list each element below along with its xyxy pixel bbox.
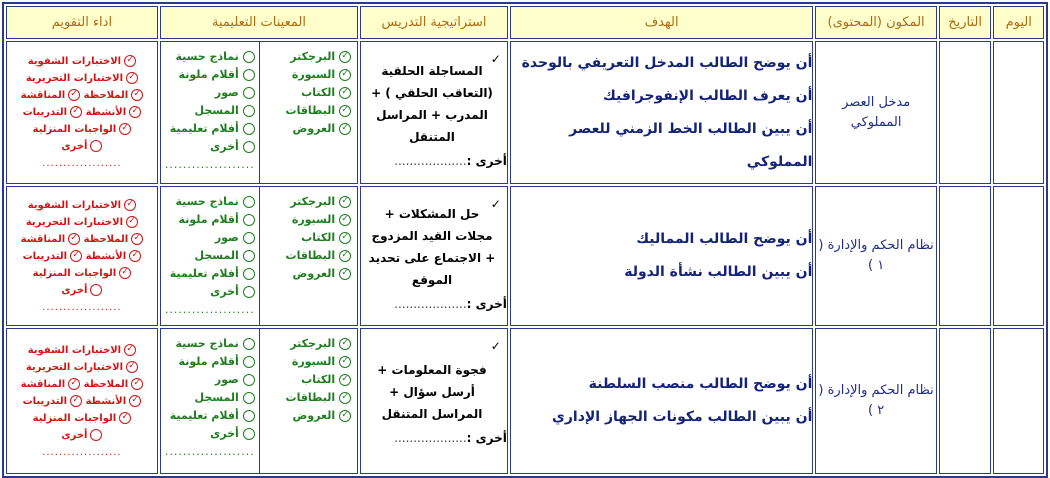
evaluation-label: الأنشطة xyxy=(85,250,127,262)
material-item xyxy=(165,102,255,120)
evaluation-line xyxy=(7,70,157,87)
material-label: أخرى xyxy=(210,140,239,153)
other-dots: ................... xyxy=(394,153,467,168)
empty-circle-icon[interactable] xyxy=(243,374,255,386)
material-label: العروض xyxy=(292,409,336,422)
checked-circle-icon[interactable]: ✓ xyxy=(339,392,351,404)
materials-col-a xyxy=(260,329,357,473)
empty-circle-icon[interactable] xyxy=(243,268,255,280)
materials-col-b xyxy=(161,187,260,325)
evaluation-label: التدريبات xyxy=(22,395,68,407)
day-cell xyxy=(993,41,1044,184)
material-item xyxy=(264,247,351,265)
evaluation-label: التدريبات xyxy=(22,107,68,118)
table-row xyxy=(6,328,1044,474)
empty-circle-icon[interactable] xyxy=(90,140,102,152)
empty-circle-icon[interactable] xyxy=(243,87,255,99)
goal-line: أن يبين الطالب نشأة الدولة xyxy=(624,264,813,280)
table-row xyxy=(6,41,1044,184)
material-label: السبورة xyxy=(291,355,336,368)
materials-dots: .................... xyxy=(164,303,255,316)
material-label: المسجل xyxy=(194,391,239,404)
evaluation-dots: ................... xyxy=(42,158,122,169)
material-item xyxy=(264,407,351,425)
material-item xyxy=(165,371,255,389)
material-item xyxy=(165,84,255,102)
material-label: البرجكتر xyxy=(290,195,336,208)
evaluation-line xyxy=(7,265,157,282)
checked-circle-icon[interactable]: ✓ xyxy=(131,233,143,245)
material-item xyxy=(165,120,255,138)
material-label: صور xyxy=(214,373,239,386)
checked-circle-icon[interactable]: ✓ xyxy=(339,268,351,280)
checked-circle-icon[interactable]: ✓ xyxy=(339,410,351,422)
checked-circle-icon[interactable]: ✓ xyxy=(119,412,131,424)
check-icon: ✓ xyxy=(490,197,501,211)
material-label: البرجكتر xyxy=(290,337,336,350)
material-item xyxy=(165,138,255,156)
material-item xyxy=(165,389,255,407)
evaluation-line xyxy=(7,427,157,444)
materials-col-a xyxy=(260,42,357,183)
materials-cell xyxy=(160,186,358,326)
empty-circle-icon[interactable] xyxy=(243,69,255,81)
materials-wrap xyxy=(161,42,357,183)
evaluation-label: الاختبارات التحريرية xyxy=(25,73,124,84)
materials-cell xyxy=(160,328,358,474)
material-item xyxy=(165,211,255,229)
checked-circle-icon[interactable]: ✓ xyxy=(339,51,351,63)
material-label: السبورة xyxy=(291,213,336,226)
checked-circle-icon[interactable]: ✓ xyxy=(68,89,80,101)
header-strategy: استراتيجية التدريس xyxy=(360,6,508,39)
materials-dots: .................... xyxy=(164,158,255,171)
other-label: أخرى : xyxy=(466,431,507,445)
material-label: أفلام تعليمية xyxy=(169,267,239,280)
material-item xyxy=(264,193,351,211)
material-label: البرجكتر xyxy=(290,50,336,63)
header-materials: المعينات التعليمية xyxy=(160,6,358,39)
checked-circle-icon[interactable]: ✓ xyxy=(70,250,82,262)
material-item xyxy=(165,66,255,84)
evaluation-line xyxy=(7,214,157,231)
checked-circle-icon[interactable]: ✓ xyxy=(131,89,143,101)
evaluation-line xyxy=(7,282,157,299)
evaluation-line xyxy=(7,248,157,265)
checked-circle-icon[interactable]: ✓ xyxy=(129,395,141,407)
material-item xyxy=(264,353,351,371)
material-label: السبورة xyxy=(291,68,336,81)
empty-circle-icon[interactable] xyxy=(90,429,102,441)
evaluation-line xyxy=(7,87,157,104)
strategy-cell xyxy=(360,41,508,184)
checked-circle-icon[interactable]: ✓ xyxy=(68,233,80,245)
goal-cell xyxy=(510,41,814,184)
checked-circle-icon[interactable]: ✓ xyxy=(339,374,351,386)
evaluation-label: الملاحظة xyxy=(83,233,129,245)
goal-cell xyxy=(510,328,814,474)
checked-circle-icon[interactable]: ✓ xyxy=(119,123,131,135)
goal-line: أن يبين الطالب مكونات الجهاز الإداري xyxy=(552,409,813,425)
strategy-other xyxy=(361,427,507,449)
material-item xyxy=(165,48,255,66)
material-label: المسجل xyxy=(194,104,239,117)
evaluation-line xyxy=(7,342,157,359)
header-day: اليوم xyxy=(993,6,1044,39)
material-label: نماذج حسية xyxy=(175,195,239,208)
checked-circle-icon[interactable]: ✓ xyxy=(126,361,138,373)
evaluation-label: المناقشة xyxy=(20,90,66,101)
empty-circle-icon[interactable] xyxy=(243,141,255,153)
evaluation-label: المناقشة xyxy=(20,233,66,245)
material-label: صور xyxy=(214,231,239,244)
strategy-cell xyxy=(360,186,508,326)
material-item xyxy=(165,193,255,211)
lesson-plan-table xyxy=(2,2,1048,478)
material-label: نماذج حسية xyxy=(175,50,239,63)
materials-wrap xyxy=(161,187,357,325)
checked-circle-icon[interactable]: ✓ xyxy=(70,395,82,407)
check-icon: ✓ xyxy=(490,52,501,66)
check-icon: ✓ xyxy=(490,339,501,353)
evaluation-line xyxy=(7,231,157,248)
empty-circle-icon[interactable] xyxy=(243,410,255,422)
evaluation-line xyxy=(7,138,157,155)
strategy-other xyxy=(361,293,507,315)
materials-wrap xyxy=(161,329,357,473)
evaluation-line xyxy=(7,376,157,393)
evaluation-line xyxy=(7,121,157,138)
empty-circle-icon[interactable] xyxy=(243,51,255,63)
checked-circle-icon[interactable]: ✓ xyxy=(119,267,131,279)
table-row xyxy=(6,186,1044,326)
material-label: الكتاب xyxy=(301,373,336,386)
empty-circle-icon[interactable] xyxy=(243,232,255,244)
evaluation-label: أخرى xyxy=(61,284,88,296)
evaluation-line xyxy=(7,197,157,214)
checked-circle-icon[interactable]: ✓ xyxy=(339,196,351,208)
empty-circle-icon[interactable] xyxy=(243,250,255,262)
evaluation-cell xyxy=(6,328,158,474)
material-label: البطاقات xyxy=(285,104,336,117)
materials-col-b xyxy=(161,42,260,183)
component-text: نظام الحكم والإدارة ( ١ ) xyxy=(818,238,934,273)
empty-circle-icon[interactable] xyxy=(243,392,255,404)
other-dots: ................... xyxy=(394,431,467,445)
date-cell xyxy=(939,41,992,184)
checked-circle-icon[interactable]: ✓ xyxy=(339,232,351,244)
strategy-text: المساجلة الحلقية (التعاقب الحلقي ) + المدرب + المراسل المتنقل xyxy=(371,63,493,144)
material-label: أخرى xyxy=(210,427,239,440)
material-item xyxy=(264,335,351,353)
material-label: أفلام تعليمية xyxy=(169,409,239,422)
evaluation-label: الاختبارات الشفوية xyxy=(27,199,122,211)
material-item xyxy=(264,211,351,229)
material-item xyxy=(264,265,351,283)
evaluation-label: الاختبارات التحريرية xyxy=(25,216,124,228)
material-label: أخرى xyxy=(210,285,239,298)
evaluation-line xyxy=(7,410,157,427)
materials-col-b xyxy=(161,329,260,473)
material-item xyxy=(165,283,255,301)
material-item xyxy=(264,371,351,389)
material-label: البطاقات xyxy=(285,391,336,404)
evaluation-label: الأنشطة xyxy=(85,395,127,407)
strategy-text: حل المشكلات + مجلات القيد المزدوج + الاجتماع على تحديد الموقع xyxy=(368,207,496,287)
goal-line: أن يوضح الطالب منصب السلطنة xyxy=(588,376,813,392)
material-item xyxy=(165,425,255,443)
material-label: العروض xyxy=(292,267,336,280)
evaluation-label: الاختبارات الشفوية xyxy=(27,344,122,356)
material-item xyxy=(264,102,351,120)
strategy-other xyxy=(361,150,507,172)
material-item xyxy=(165,353,255,371)
evaluation-label: المناقشة xyxy=(20,378,66,390)
evaluation-label: التدريبات xyxy=(22,250,68,262)
evaluation-line xyxy=(7,393,157,410)
material-item xyxy=(165,335,255,353)
checked-circle-icon[interactable]: ✓ xyxy=(129,250,141,262)
evaluation-label: أخرى xyxy=(61,429,88,441)
materials-dots: .................... xyxy=(164,445,255,458)
empty-circle-icon[interactable] xyxy=(243,105,255,117)
checked-circle-icon[interactable]: ✓ xyxy=(129,106,141,118)
evaluation-dots: ................... xyxy=(42,301,122,313)
component-text: مدخل العصر المملوكي xyxy=(842,94,911,130)
evaluation-label: الاختبارات التحريرية xyxy=(25,361,124,373)
evaluation-label: الواجبات المنزلية xyxy=(32,412,117,424)
evaluation-cell xyxy=(6,41,158,184)
evaluation-line xyxy=(7,359,157,376)
checked-circle-icon[interactable]: ✓ xyxy=(131,378,143,390)
evaluation-label: الواجبات المنزلية xyxy=(32,124,117,135)
component-cell xyxy=(815,186,936,326)
material-label: أقلام ملونة xyxy=(178,68,239,81)
evaluation-label: أخرى xyxy=(61,141,88,152)
goal-line: أن يوضح الطالب المدخل التعريفي بالوحدة xyxy=(521,54,813,71)
header-goal: الهدف xyxy=(510,6,814,39)
material-item xyxy=(264,229,351,247)
material-item xyxy=(165,229,255,247)
day-cell xyxy=(993,186,1044,326)
checked-circle-icon[interactable]: ✓ xyxy=(124,55,136,67)
materials-cell xyxy=(160,41,358,184)
header-component: المكون (المحتوى) xyxy=(815,6,936,39)
material-label: أقلام ملونة xyxy=(178,213,239,226)
checked-circle-icon[interactable]: ✓ xyxy=(339,87,351,99)
header-row xyxy=(6,6,1044,39)
checked-circle-icon[interactable]: ✓ xyxy=(339,123,351,135)
empty-circle-icon[interactable] xyxy=(243,123,255,135)
material-label: أفلام تعليمية xyxy=(169,122,239,135)
checked-circle-icon[interactable]: ✓ xyxy=(339,250,351,262)
empty-circle-icon[interactable] xyxy=(243,338,255,350)
material-item xyxy=(165,265,255,283)
material-label: المسجل xyxy=(194,249,239,262)
header-evaluation: اداء التقويم xyxy=(6,6,158,39)
checked-circle-icon[interactable]: ✓ xyxy=(126,216,138,228)
date-cell xyxy=(939,186,992,326)
material-item xyxy=(264,389,351,407)
strategy-text: فجوة المعلومات + أرسل سؤال + المراسل المتنقل xyxy=(377,363,487,421)
other-label: أخرى : xyxy=(466,153,507,168)
goal-line: أن يوضح الطالب المماليك xyxy=(636,231,813,247)
material-item xyxy=(264,120,351,138)
checked-circle-icon[interactable]: ✓ xyxy=(70,106,82,118)
checked-circle-icon[interactable]: ✓ xyxy=(126,72,138,84)
evaluation-dots: ................... xyxy=(42,446,122,458)
evaluation-line xyxy=(7,53,157,70)
checked-circle-icon[interactable]: ✓ xyxy=(124,199,136,211)
material-label: الكتاب xyxy=(301,86,336,99)
checked-circle-icon[interactable]: ✓ xyxy=(339,105,351,117)
empty-circle-icon[interactable] xyxy=(243,428,255,440)
date-cell xyxy=(939,328,992,474)
checked-circle-icon[interactable]: ✓ xyxy=(68,378,80,390)
materials-col-a xyxy=(260,187,357,325)
checked-circle-icon[interactable]: ✓ xyxy=(339,69,351,81)
evaluation-line xyxy=(7,104,157,121)
evaluation-label: الملاحظة xyxy=(83,378,129,390)
empty-circle-icon[interactable] xyxy=(243,286,255,298)
component-text: نظام الحكم والإدارة ( ٢ ) xyxy=(818,383,934,418)
material-item xyxy=(264,84,351,102)
empty-circle-icon[interactable] xyxy=(243,214,255,226)
material-label: البطاقات xyxy=(285,249,336,262)
empty-circle-icon[interactable] xyxy=(243,196,255,208)
evaluation-label: الأنشطة xyxy=(85,107,127,118)
material-label: العروض xyxy=(292,122,336,135)
checked-circle-icon[interactable]: ✓ xyxy=(339,356,351,368)
material-item xyxy=(264,66,351,84)
material-label: نماذج حسية xyxy=(175,337,239,350)
header-date: التاريخ xyxy=(939,6,992,39)
checked-circle-icon[interactable]: ✓ xyxy=(124,344,136,356)
evaluation-cell xyxy=(6,186,158,326)
material-item xyxy=(165,407,255,425)
evaluation-label: الاختبارات الشفوية xyxy=(27,56,122,67)
other-dots: ................... xyxy=(394,297,467,311)
goal-line: أن يبين الطالب الخط الزمني للعصر المملوكي xyxy=(569,120,813,170)
checked-circle-icon[interactable]: ✓ xyxy=(339,214,351,226)
material-label: الكتاب xyxy=(301,231,336,244)
evaluation-label: الواجبات المنزلية xyxy=(32,267,117,279)
component-cell xyxy=(815,328,936,474)
empty-circle-icon[interactable] xyxy=(90,284,102,296)
goal-cell xyxy=(510,186,814,326)
checked-circle-icon[interactable]: ✓ xyxy=(339,338,351,350)
material-item xyxy=(165,247,255,265)
day-cell xyxy=(993,328,1044,474)
material-label: صور xyxy=(214,86,239,99)
other-label: أخرى : xyxy=(466,297,507,311)
component-cell xyxy=(815,41,936,184)
material-item xyxy=(264,48,351,66)
strategy-cell xyxy=(360,328,508,474)
evaluation-label: الملاحظة xyxy=(83,90,129,101)
material-label: أقلام ملونة xyxy=(178,355,239,368)
empty-circle-icon[interactable] xyxy=(243,356,255,368)
goal-line: أن يعرف الطالب الإنفوجرافيك xyxy=(603,87,813,104)
